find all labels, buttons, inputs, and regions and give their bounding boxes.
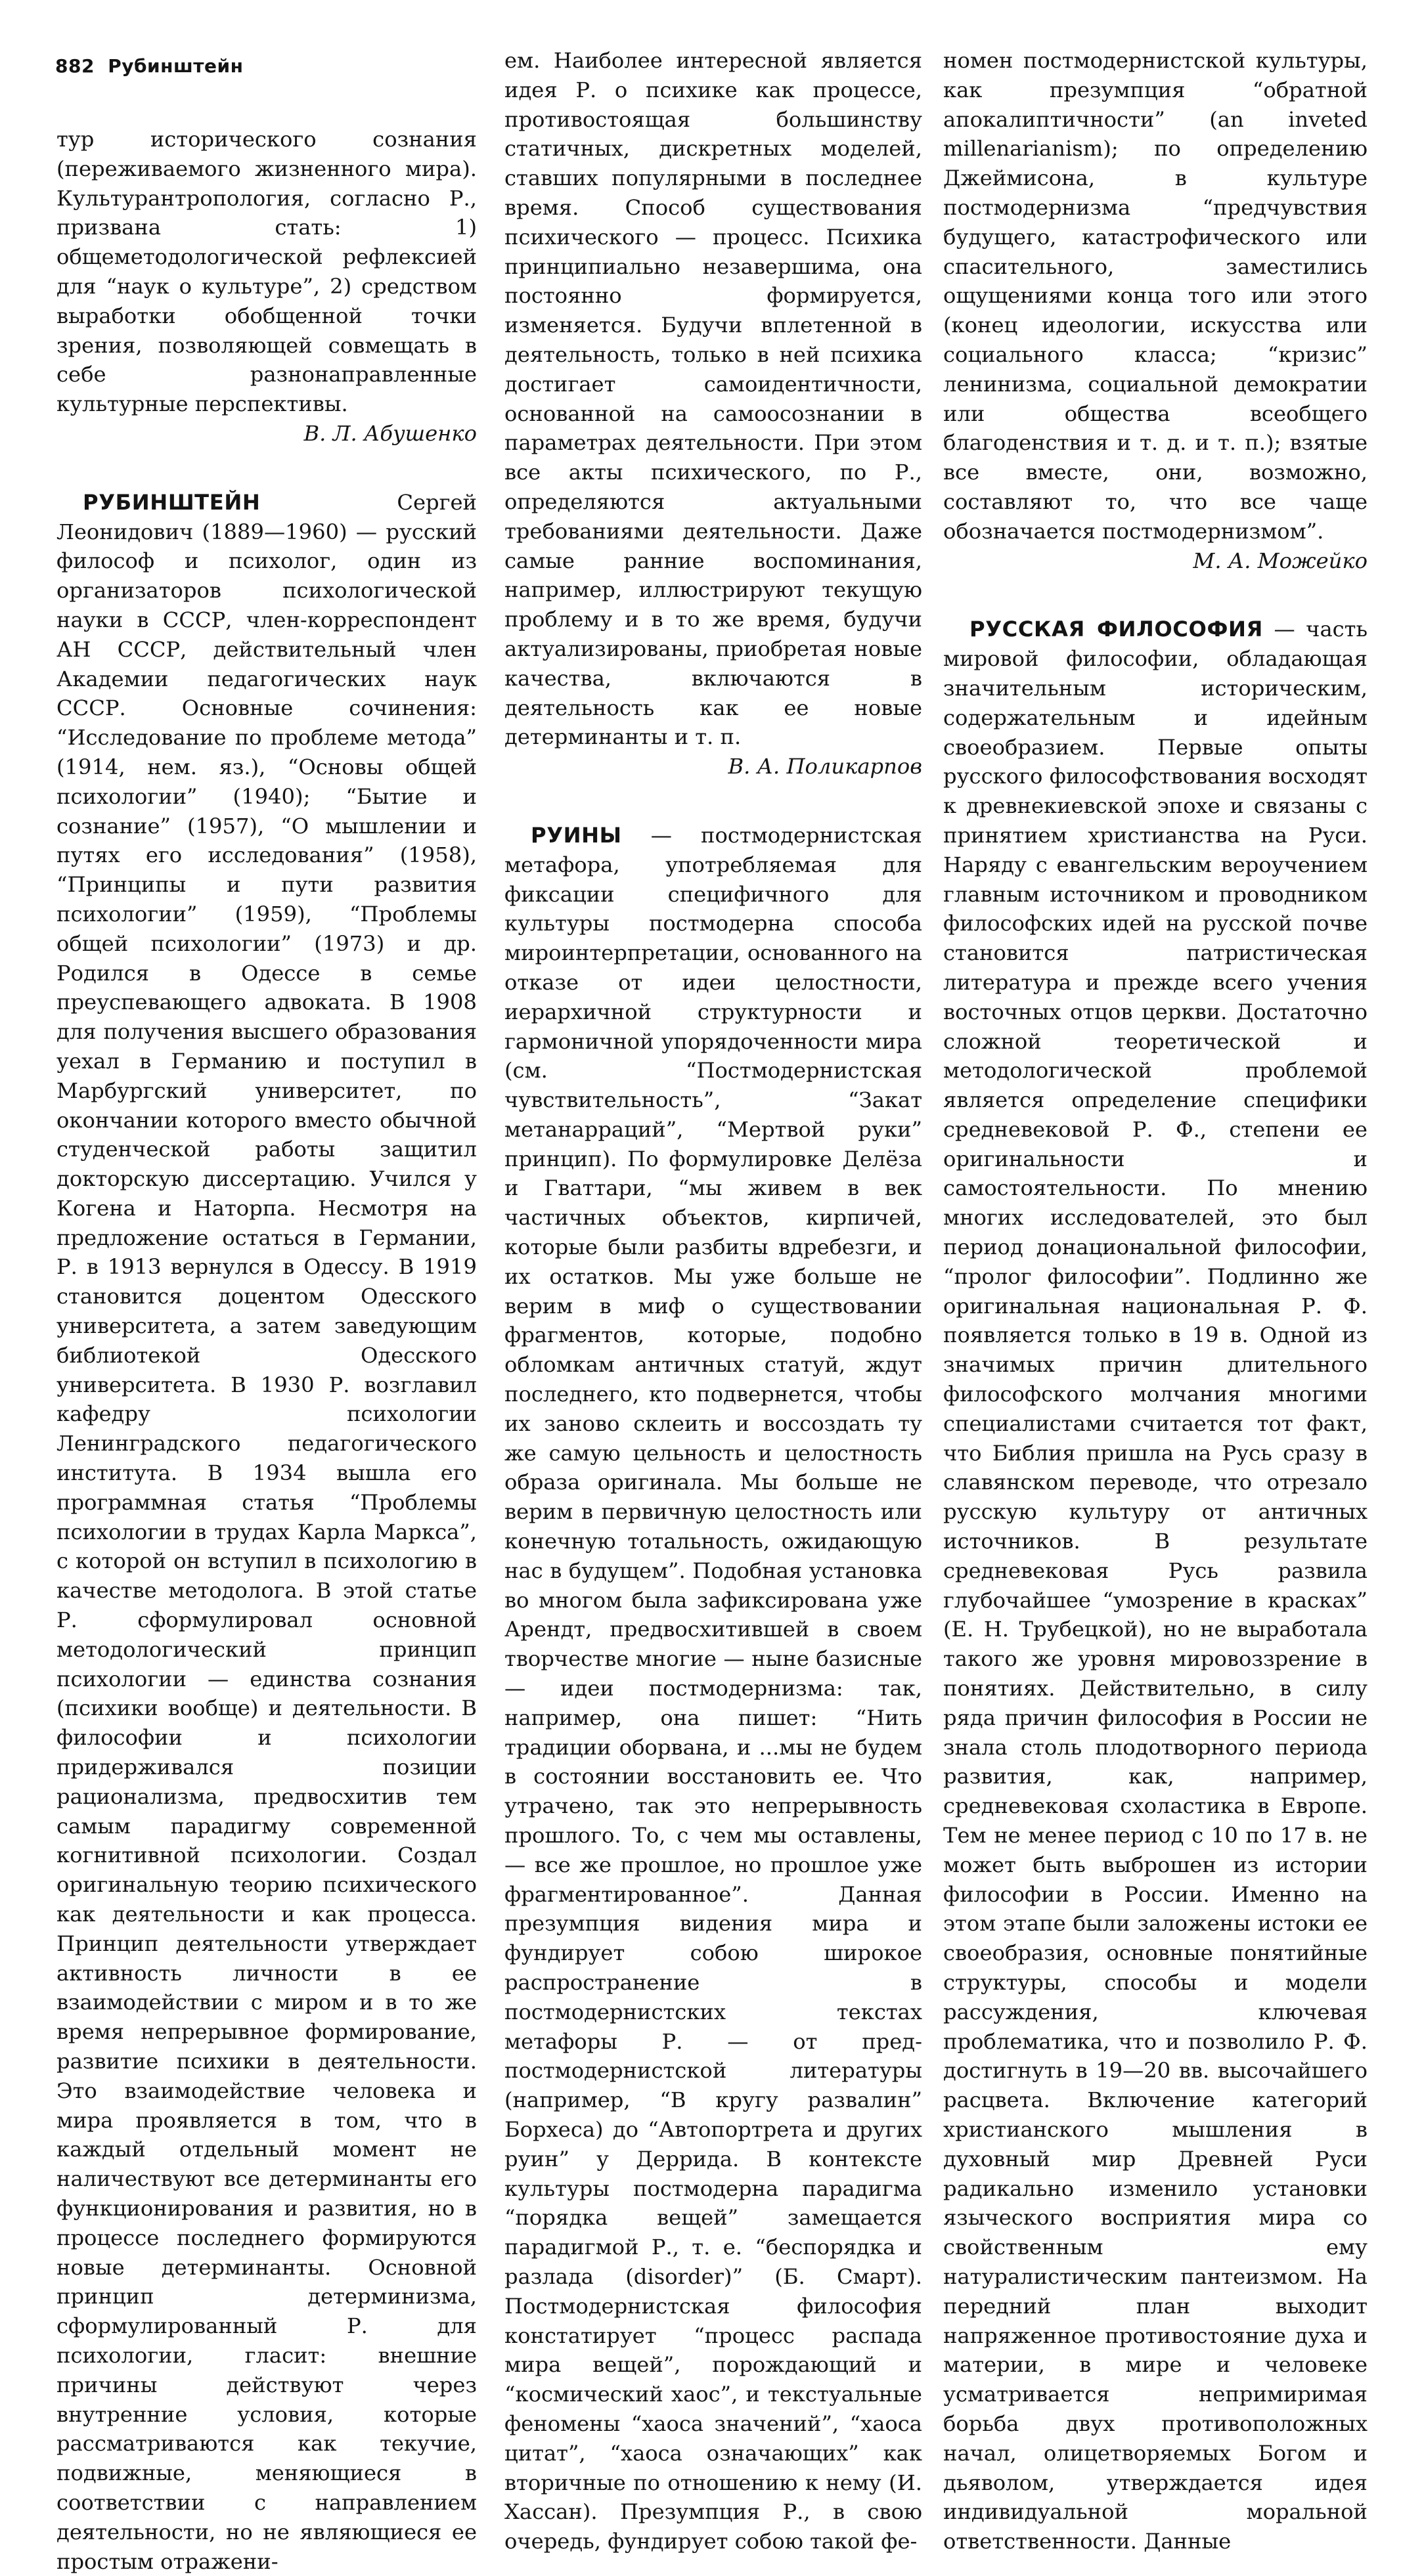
entry-headword: РУССКАЯ ФИЛОСОФИЯ <box>969 617 1263 642</box>
column-2 <box>504 46 922 2554</box>
column-1 <box>56 125 477 2574</box>
running-header <box>55 55 243 77</box>
page-number: 882 <box>55 55 95 77</box>
entry-body: — постмодернистская метафора, употребляемая для фиксации специфичного для культуры постмодерна способа мироинтерпретации, основанного на отказе от идеи целостности, иерархичной структурности и гармоничной упорядоченности мира (см. “Постмодернистская чувствительность”, “Закат метанарраций”, “Мертвой руки” принцип). По формулировке Делёза и Гваттари, “мы живем в век частичных объектов, кирпичей, которые были разбиты вдребезги, и их остатков. Мы уже больше не верим в миф о существовании фрагментов, которые, подобно обломкам античных статуй, ждут последнего, кто подвернется, чтобы их заново склеить и воссоздать ту же самую цельность и целостность образа оригинала. Мы больше не верим в первичную целостность или конечную тотальность, ожидающую нас в будущем”. Подобная установка во многом была зафиксирована уже Арендт, предвосхитившей в своем творчестве многие — ныне базисные — идеи постмодернизма: так, например, она пишет: “Нить традиции оборвана, и ...мы не будем в состоянии восстановить ее. Что утрачено, так это непрерывность прошлого. То, с чем мы оставлены, — все же прошлое, но прошлое уже фрагментированное”. Данная презумпция видения мира и фундирует собою широкое распространение в постмодернистских текстах метафоры Р. — от пред-постмодернистской литературы (например, “В кругу развалин” Борхеса) до “Автопортрета и других руин” у Деррида. В контексте культуры постмодерна парадигма “порядка вещей” замещается парадигмой Р., т. е. “беспорядка и разлада (disorder)” (Б. Смарт). Постмодернистская философия констатирует “процесс распада мира вещей”, порождающий и “космический хаос”, и текстуальные феномены “хаоса значений”, “хаоса цитат”, “хаоса означающих” как вторичные по отношению к нему (И. Хассан). Презумпция Р., в свою очередь, фундирует собою такой фе- <box>504 822 922 2554</box>
entry-continuation-text: ем. Наиболее интересной является идея Р. о психике как процессе, противостоящая большинству статичных, дискретных моделей, ставших популярными в последнее время. Способ существования психического — процесс. Психика принципиально незавершима, она постоянно формируется, изменяется. Будучи вплетенной в деятельность, только в ней психика достигает самоидентичности, основанной на самоосознании в параметрах деятельности. При этом все акты психического, по Р., определяются актуальными требованиями деятельности. Даже самые ранние воспоминания, например, иллюстрируют текущую проблему и в то же время, будучи актуализированы, приобретая новые качества, включаются в деятельность как ее новые детерминанты и т. п. <box>504 48 922 750</box>
entry-continuation-text: тур исторического сознания (переживаемого жизненного мира). Культурантропология, согласно Р., призвана стать: 1) общеметодологической рефлексией для “наук о культуре”, 2) средством выработки обобщенной точки зрения, позволяющей совмещать в себе разнонаправленные культурные перспективы. <box>56 127 477 417</box>
author-signature: В. А. Поликарпов <box>728 754 922 779</box>
entry-rubinshtein <box>56 488 477 2576</box>
running-title: Рубинштейн <box>108 55 244 77</box>
entry-body: — часть мировой философии, обладающая значительным историческим, содержательным и идейным своеобразием. Первые опыты русского философствования восходят к древнекиевской эпохе и связаны с принятием христианства на Руси. Наряду с евангельским вероучением главным источником и проводником философских идей на русской почве становится патристическая литература и прежде всего учения восточных отцов церкви. Достаточно сложной теоретической и методологической проблемой является определение специфики средневековой Р. Ф., степени ее оригинальности и самостоятельности. По мнению многих исследователей, это был период донациональной философии, “пролог философии”. Подлинно же оригинальная национальная Р. Ф. появляется только в 19 в. Одной из значимых причин длительного философского молчания многими специалистами считается тот факт, что Библия пришла на Русь сразу в славянском переводе, что отрезало русскую культуру от античных источников. В результате средневековая Русь развила глубочайшее “умозрение в красках” (Е. Н. Трубецкой), но не выработала такого же уровня мировоззрение в понятиях. Действительно, в силу ряда причин философия в России не знала столь плодотворного периода развития, как, например, средневековая схоластика в Европе. Тем не менее период с 10 по 17 в. не может быть выброшен из истории философии в России. Именно на этом этапе были заложены истоки ее своеобразия, основные понятийные структуры, способы и модели рассуждения, ключевая проблематика, что и позволило Р. Ф. достигнуть в 19—20 вв. высочайшего расцвета. Включение категорий христианского мышления в духовный мир Древней Руси радикально изменило установки языческого восприятия мира со свойственным ему натуралистическим пантеизмом. На передний план выходит напряженное противостояние духа и материи, в мире и человеке усматривается непримиримая борьба двух противоположных начал, олицетворяемых Богом и дьяволом, утверждается идея индивидуальной моральной ответственности. Данные <box>943 617 1368 2554</box>
entry-russkaya-filosofiya <box>943 615 1368 2556</box>
entry-headword: РУБИНШТЕЙН <box>83 489 261 515</box>
author-signature: М. А. Можейко <box>1193 548 1368 573</box>
author-signature: В. Л. Абушенко <box>303 420 477 446</box>
entry-body: Сергей Леонидович (1889—1960) — русский философ и психолог, один из организаторов психологической науки в СССР, член-корреспондент АН СССР, действительный член Академии педагогических наук СССР. Основные сочинения: “Исследование по проблеме метода” (1914, нем. яз.), “Основы общей психологии” (1940); “Бытие и сознание” (1957), “О мышлении и путях его исследования” (1958), “Принципы и пути развития психологии” (1959), “Проблемы общей психологии” (1973) и др. Родился в Одессе в семье преуспевающего адвоката. В 1908 для получения высшего образования уехал в Германию и поступил в Марбургский университет, по окончании которого вместо обычной студенческой работы защитил докторскую диссертацию. Учился у Когена и Наторпа. Несмотря на предложение остаться в Германии, Р. в 1913 вернулся в Одессу. В 1919 становится доцентом Одесского университета, а затем заведующим библиотекой Одесского университета. В 1930 Р. возглавил кафедру психологии Ленинградского педагогического института. В 1934 вышла его программная статья “Проблемы психологии в трудах Карла Маркса”, с которой он вступил в психологию в качестве методолога. В этой статье Р. сформулировал основной методологический принцип психологии — единства сознания (психики вообще) и деятельности. В философии и психологии придерживался позиции рационализма, предвосхитив тем самым парадигму современной когнитивной психологии. Создал оригинальную теорию психического как деятельности и как процесса. Принцип деятельности утверждает активность личности в ее взаимодействии с миром и в то же время непрерывное формирование, развитие психики в деятельности. Это взаимодействие человека и мира проявляется в том, что в каждый отдельный момент не наличествуют все детерминанты его функционирования и развития, но в процессе последнего формируются новые детерминанты. Основной принцип детерминизма, сформулированный Р. для психологии, гласит: внешние причины действуют через внутренние условия, которые рассматриваются как текучие, подвижные, меняющиеся в соответствии с направлением деятельности, но не являющиеся ее простым отражени- <box>56 489 477 2574</box>
entry-headword: РУИНЫ <box>531 822 622 848</box>
column-3 <box>943 46 1368 2554</box>
entry-ruiny <box>504 821 922 2556</box>
entry-continuation-text: номен постмодернистской культуры, как презумпция “обратной апокалиптичности” (an inveted millenarianism); по определению Джеймисона, в культуре постмодернизма “предчувствия будущего, катастрофического или спасительного, заместились ощущениями конца того или этого (конец идеологии, искусства или социального класса; “кризис” ленинизма, социальной демократии или общества всеобщего благоденствия и т. д. и т. п.); взятые все вместе, они, возможно, составляют то, что все чаще обозначается постмодернизмом”. <box>943 48 1368 544</box>
